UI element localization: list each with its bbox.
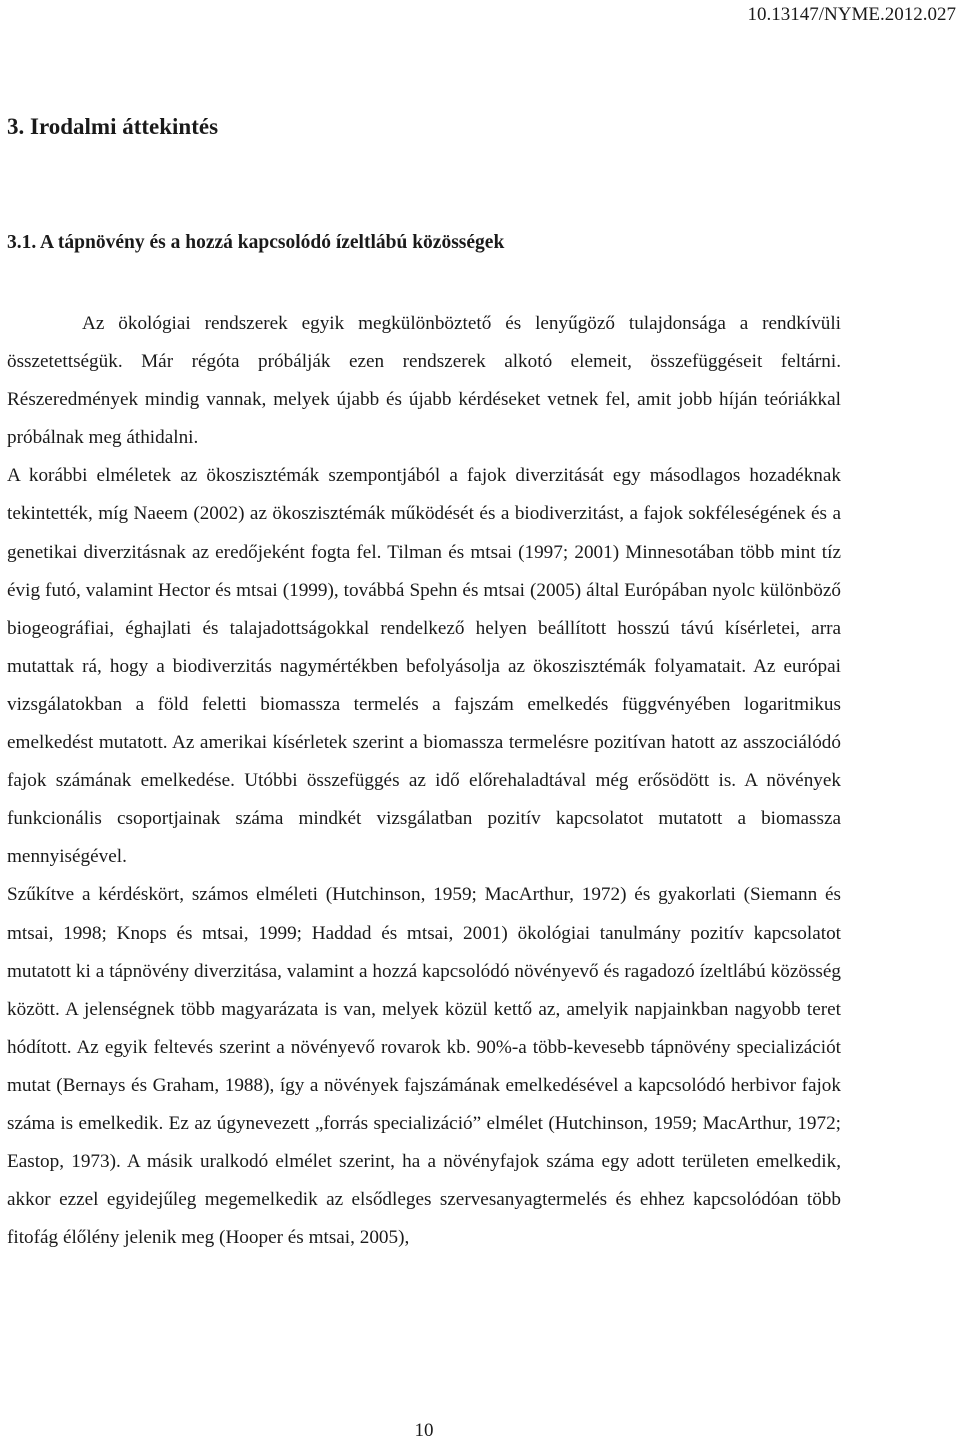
body-text: [7, 305, 841, 1257]
paragraph-1: Az ökológiai rendszerek egyik megkülönböztető és lenyűgöző tulajdonsága a rendkívüli összetettségük. Már régóta próbálják ezen rendszerek alkotó elemeit, összefüggéseit feltárni. Részeredmények mindig vannak, melyek újabb és újabb kérdéseket vetnek fel, amit jobb híján teóriákkal próbálnak meg áthidalni.: [7, 313, 841, 449]
chapter-title: 3. Irodalmi áttekintés: [7, 114, 219, 139]
paragraph-3: Szűkítve a kérdéskört, számos elméleti (Hutchinson, 1959; MacArthur, 1972) és gyakorlati (Siemann és mtsai, 1998; Knops és mtsai, 1999; Haddad és mtsai, 2001) ökológiai tanulmány pozitív kapcsolatot mutatott ki a tápnövény diverzitása, valamint a hozzá kapcsolódó növényevő és ragadozó ízeltlábú közösség között. A jelenségnek több magyarázata is van, melyek közül kettő az, amelyik napjainkban nagyobb teret hódított. Az egyik feltevés szerint a növényevő rovarok kb. 90%-a több-kevesebb tápnövény specializációt mutat (Bernays és Graham, 1988), így a növények fajszámának emelkedésével a kapcsolódó herbivor fajok száma is emelkedik. Ez az úgynevezett „forrás specializáció” elmélet (Hutchinson, 1959; MacArthur, 1972; Eastop, 1973). A másik uralkodó elmélet szerint, ha a növényfajok száma egy adott területen emelkedik, akkor ezzel egyidejűleg megemelkedik az elsődleges szervesanyagtermelés és ehhez kapcsolódóan több fitofág élőlény jelenik meg (Hooper és mtsai, 2005),: [7, 884, 841, 1249]
section-title: 3.1. A tápnövény és a hozzá kapcsolódó ízeltlábú közösségek: [7, 232, 505, 253]
doi-header: 10.13147/NYME.2012.027: [747, 4, 956, 25]
paragraph-2: A korábbi elméletek az ökoszisztémák szempontjából a fajok diverzitását egy másodlagos hozadéknak tekintették, míg Naeem (2002) az ökoszisztémák működését és a biodiverzitást, a fajok sokféleségének és a genetikai diverzitásnak az eredőjeként fogta fel. Tilman és mtsai (1997; 2001) Minnesotában több mint tíz évig futó, valamint Hector és mtsai (1999), továbbá Spehn és mtsai (2005) által Európában nyolc különböző biogeográfiai, éghajlati és talajadottságokkal rendelkező helyen beállított hosszú távú kísérletei, arra mutattak rá, hogy a biodiverzitás nagymértékben befolyásolja az ökoszisztémák folyamatait. Az európai vizsgálatokban a föld feletti biomassza termelés a fajszám emelkedés függvényében logaritmikus emelkedést mutatott. Az amerikai kísérletek szerint a biomassza termelésre pozitívan hatott az asszociálódó fajok számának emelkedése. Utóbbi összefüggés az idő előrehaladtával még erősödött is. A növények funkcionális csoportjainak száma mindkét vizsgálatban pozitív kapcsolatot mutatott a biomassza mennyiségével.: [7, 465, 841, 868]
page-number: 10: [414, 1420, 434, 1441]
